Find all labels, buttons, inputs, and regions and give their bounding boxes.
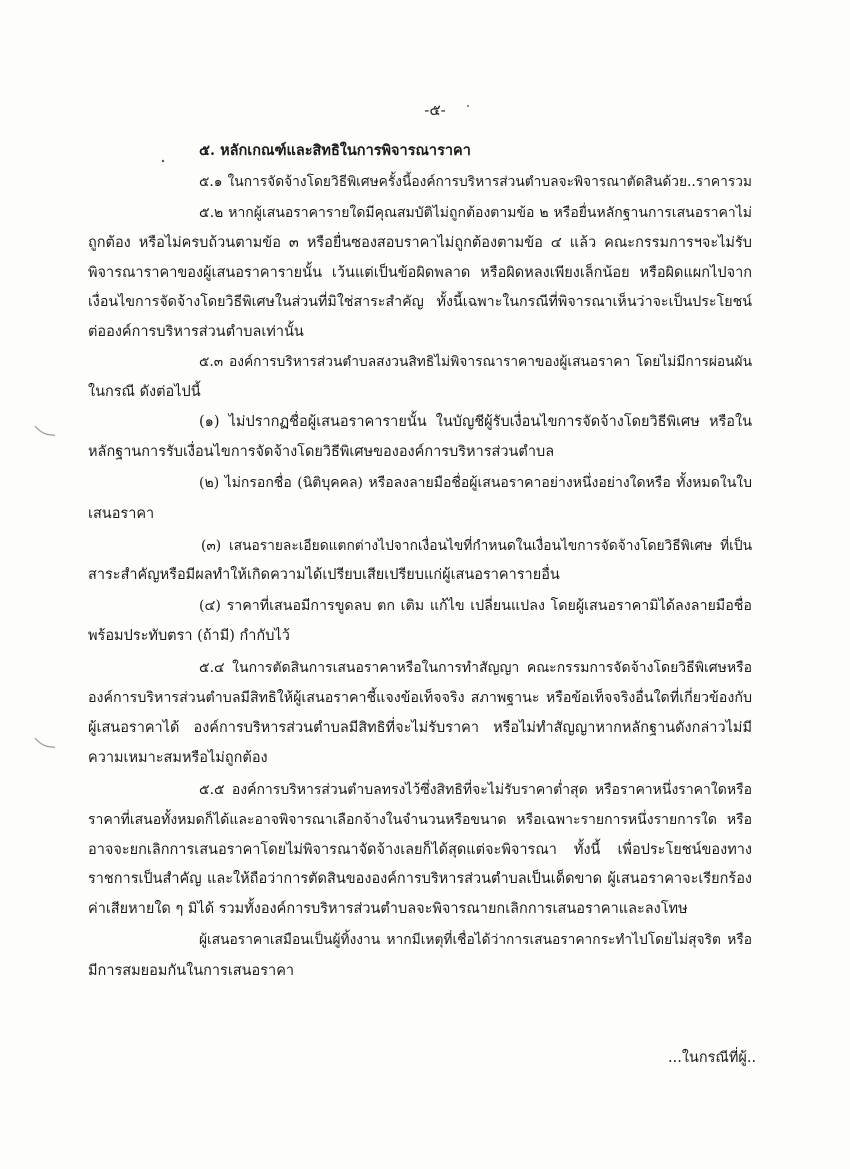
body-line: อาจจะยกเลิกการเสนอราคาโดยไม่พิจารณาจัดจ้างเลยก็ได้สุดแต่จะพิจารณา ทั้งนี้ เพื่อประโยชน์ของทาง <box>88 842 752 858</box>
body-line: ๕.๒ หากผู้เสนอราคารายใดมีคุณสมบัติไม่ถูกต้องตามข้อ ๒ หรือยื่นหลักฐานการเสนอราคาไม่ <box>199 205 752 221</box>
scan-speck-mark <box>160 158 166 164</box>
body-line: (๓) เสนอรายละเอียดแตกต่างไปจากเงื่อนไขที่กำหนดในเงื่อนไขการจัดจ้างโดยวิธีพิเศษ ที่เป็น <box>201 538 752 554</box>
body-line: เงื่อนไขการจัดจ้างโดยวิธีพิเศษในส่วนที่มิใช่สาระสำคัญ ทั้งนี้เฉพาะในกรณีที่พิจารณาเห็นว่าจะเป็นประโยชน์ <box>88 294 752 310</box>
body-line: ๕.๓ องค์การบริหารส่วนตำบลสงวนสิทธิไม่พิจารณาราคาของผู้เสนอราคา โดยไม่มีการผ่อนผัน <box>199 354 752 370</box>
body-line: ราชการเป็นสำคัญ และให้ถือว่าการตัดสินขององค์การบริหารส่วนตำบลเป็นเด็ดขาด ผู้เสนอราคาจะเรียกร้อง <box>88 871 752 887</box>
continuation-text: ...ในกรณีที่ผู้.. <box>668 1050 757 1066</box>
body-line: ๕.๑ ในการจัดจ้างโดยวิธีพิเศษครั้งนี้องค์การบริหารส่วนตำบลจะพิจารณาตัดสินด้วย..ราคารวม <box>199 174 752 190</box>
body-line: สาระสำคัญหรือมีผลทำให้เกิดความได้เปรียบเสียเปรียบแก่ผู้เสนอราคารายอื่น <box>88 567 560 583</box>
body-line: ความเหมาะสมหรือไม่ถูกต้อง <box>88 750 268 766</box>
body-line: หลักฐานการรับเงื่อนไขการจัดจ้างโดยวิธีพิเศษขององค์การบริหารส่วนตำบล <box>88 444 555 460</box>
body-line: มีการสมยอมกันในการเสนอราคา <box>88 963 295 979</box>
body-line: ต่อองค์การบริหารส่วนตำบลเท่านั้น <box>88 324 304 340</box>
body-line: พร้อมประทับตรา (ถ้ามี) กำกับไว้ <box>88 628 290 644</box>
punch-hole-mark <box>33 736 57 750</box>
scan-speck-mark <box>466 104 470 108</box>
body-line: (๔) ราคาที่เสนอมีการขูดลบ ตก เติม แก้ไข เปลี่ยนแปลง โดยผู้เสนอราคามิได้ลงลายมือชื่อ <box>199 598 752 614</box>
body-line: (๒) ไม่กรอกชื่อ (นิติบุคคล) หรือลงลายมือชื่อผู้เสนอราคาอย่างหนึ่งอย่างใดหรือ ทั้งหมดในใบ <box>199 475 752 491</box>
body-line: ผู้เสนอราคาได้ องค์การบริหารส่วนตำบลมีสิทธิที่จะไม่รับราคา หรือไม่ทำสัญญาหากหลักฐานดังกล่าวไม่มี <box>88 720 752 736</box>
body-line: (๑) ไม่ปรากฏชื่อผู้เสนอราคารายนั้น ในบัญชีผู้รับเงื่อนไขการจัดจ้างโดยวิธีพิเศษ หรือใน <box>199 414 752 430</box>
section-heading: ๕. หลักเกณฑ์และสิทธิในการพิจารณาราคา <box>199 142 471 159</box>
body-line: ค่าเสียหายใด ๆ มิได้ รวมทั้งองค์การบริหารส่วนตำบลจะพิจารณายกเลิกการเสนอราคาและลงโทษ <box>88 901 688 917</box>
body-line: ๕.๕ องค์การบริหารส่วนตำบลทรงไว้ซึ่งสิทธิที่จะไม่รับราคาต่ำสุด หรือราคาหนึ่งราคาใดหรือ <box>199 782 752 798</box>
page-number: -๕- <box>424 101 446 119</box>
body-line: ในกรณี ดังต่อไปนี้ <box>88 384 201 400</box>
body-line: ผู้เสนอราคาเสมือนเป็นผู้ทิ้งงาน หากมีเหตุที่เชื่อได้ว่าการเสนอราคากระทำไปโดยไม่สุจริต หรือ <box>199 932 752 948</box>
punch-hole-mark <box>33 424 57 438</box>
body-line: ๕.๔ ในการตัดสินการเสนอราคาหรือในการทำสัญญา คณะกรรมการจัดจ้างโดยวิธีพิเศษหรือ <box>199 660 752 676</box>
body-line: องค์การบริหารส่วนตำบลมีสิทธิให้ผู้เสนอราคาชี้แจงข้อเท็จจริง สภาพฐานะ หรือข้อเท็จจริงอื่นใดที่เกี่ยวข้องกับ <box>88 690 752 706</box>
body-line: เสนอราคา <box>88 506 155 522</box>
body-line: พิจารณาราคาของผู้เสนอราคารายนั้น เว้นแต่เป็นข้อผิดพลาด หรือผิดหลงเพียงเล็กน้อย หรือผิดแผกไปจาก <box>88 265 752 281</box>
body-line: ราคาที่เสนอทั้งหมดก็ได้และอาจพิจารณาเลือกจ้างในจำนวนหรือขนาด หรือเฉพาะรายการหนึ่งรายการใด หรือ <box>88 812 752 828</box>
body-line: ถูกต้อง หรือไม่ครบถ้วนตามข้อ ๓ หรือยื่นซองสอบราคาไม่ถูกต้องตามข้อ ๔ แล้ว คณะกรรมการฯจะไม่รับ <box>88 235 752 251</box>
